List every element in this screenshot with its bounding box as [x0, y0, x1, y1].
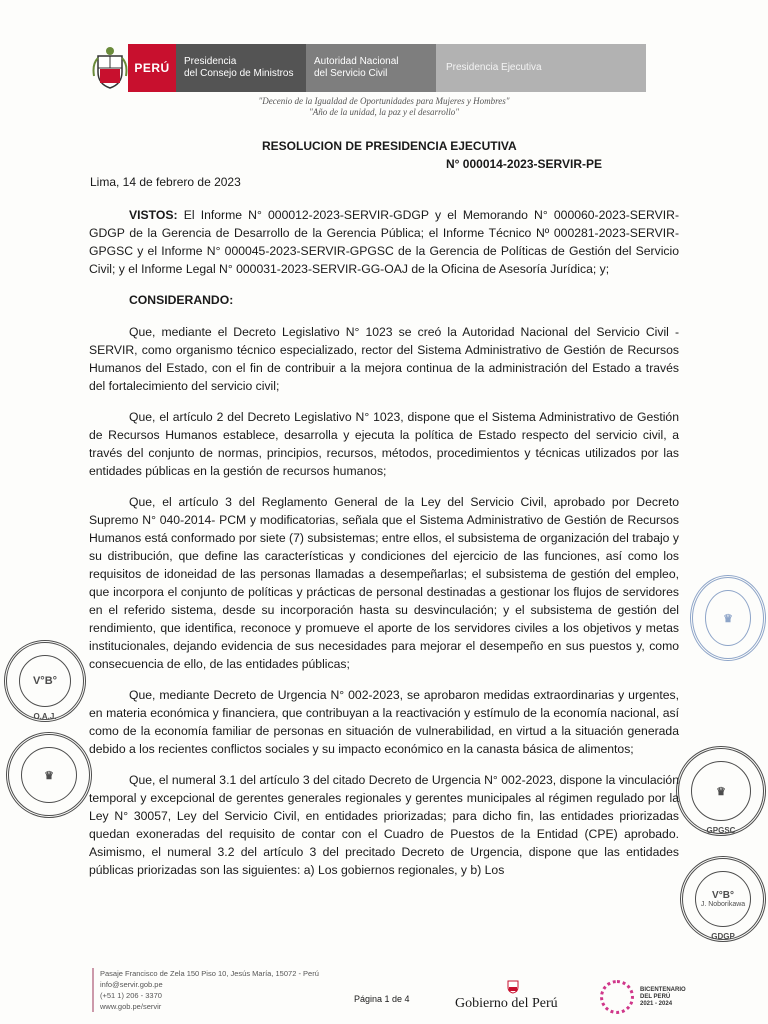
paragraph: Que, mediante el Decreto Legislativo N° 1023 se creó la Autoridad Nacional del Servicio Civil - SERVIR, como organismo técnico especializado, rector del Sistema Administrativo de Gestión de Recursos Humanos del Estado, con el fin de contribuir a la mejora continua de la administración del Estado a través del fortalecimiento del servicio civil; — [89, 325, 679, 393]
servir-seal-stamp — [690, 575, 766, 661]
paragraph: Que, el artículo 3 del Reglamento General de la Ley del Servicio Civil, aprobado por Decreto Supremo N° 040-2014- PCM y modificatorias, señala que el Sistema Administrativo de Gestión de Recursos Humanos está conformado por siete (7) subsistemas; entre ellos, el subsistema de organización del trabajo y su distribución, que define las características y condiciones del ejercicio de las funciones, así como los requisitos de idoneidad de las personas llamadas a desempeñarlas; el subsistema de gestión del empleo, que incorpora el conjunto de políticas y prácticas de personal destinadas a gestionar los flujos de servidores en el referido sistema, desde su incorporación hasta su desvinculación; y el subsistema de gestión del rendimiento, que identifica, reconoce y promueve el aporte de los servidores civiles a los objetivos y metas institucionales, dejando evidencia de sus necesidades para mejorar el desempeño en sus puestos y, como consecuencia de ello, de las entidades públicas; — [89, 495, 679, 671]
bicentenario-logo: BICENTENARIO DEL PERÚ 2021 - 2024 — [600, 980, 686, 1014]
gobierno-del-peru-logo: Gobierno del Perú — [455, 996, 558, 1011]
bicentenario-icon — [600, 980, 634, 1014]
document-number: N° 000014-2023-SERVIR-PE — [446, 157, 602, 171]
vistos-paragraph: VISTOS: El Informe N° 000012-2023-SERVIR-GDGP y el Memorando N° 000060-2023-SERVIR-GDGP de la Gerencia de Desarrollo de la Gerencia Pública; el Informe Técnico Nº 000281-2023-SERVIR-GPGSC y el Informe N° 000045-2023-SERVIR-GPGSC de la Gerencia de Políticas de Gestión del Servicio Civil; y el Informe Legal N° 000031-2023-SERVIR-GG-OAJ de la Oficina de Asesoría Jurídica; y; — [89, 208, 679, 276]
document-date: Lima, 14 de febrero de 2023 — [90, 175, 241, 189]
pcm-label: Presidencia del Consejo de Ministros — [176, 44, 306, 92]
institutional-header — [88, 44, 646, 92]
peru-crest-icon — [506, 978, 520, 994]
footer-address: Pasaje Francisco de Zela 150 Piso 10, Jesús María, 15072 - Perú — [100, 969, 319, 978]
crest-icon: ♛ — [21, 747, 77, 803]
servir-label: Autoridad Nacional del Servicio Civil — [306, 44, 436, 92]
peru-logo-label: PERÚ — [128, 44, 176, 92]
footer-email[interactable]: info@servir.gob.pe — [100, 980, 163, 989]
motto-decade: "Decenio de la Igualdad de Oportunidades para Mujeres y Hombres" — [258, 96, 510, 106]
mottos — [0, 96, 768, 118]
gpgsc-stamp: ♛ GPGSC — [676, 746, 766, 836]
crest-icon: ♛ — [705, 590, 751, 646]
motto-year: "Año de la unidad, la paz y el desarrollo" — [309, 107, 459, 117]
footer-contact — [92, 968, 319, 1012]
paragraph: Que, el artículo 2 del Decreto Legislativo N° 1023, dispone que el Sistema Administrativo de Gestión de Recursos Humanos establece, desarrolla y ejecuta la política de Estado respecto del servicio civil, a través del conjunto de normas, principios, recursos, métodos, procedimientos y técnicas utilizados por las entidades públicas en la gestión de recursos humanos; — [89, 410, 679, 478]
gerencia-general-stamp — [6, 732, 92, 818]
crest-icon: ♛ — [691, 761, 751, 821]
paragraph: Que, mediante Decreto de Urgencia N° 002-2023, se aprobaron medidas extraordinarias y urgentes, en materia económica y financiera, que contribuyan a la reactivación y estímulo de la economía nacional, así como de la economía familiar de personas en situación de vulnerabilidad, en virtud a la situación generada debido a los recientes conflictos sociales y su impacto económico en la canasta básica de alimentos; — [89, 688, 679, 756]
document-title: RESOLUCION DE PRESIDENCIA EJECUTIVA — [262, 139, 517, 153]
footer-website[interactable]: www.gob.pe/servir — [100, 1002, 162, 1011]
footer-phone: (+51 1) 206 - 3370 — [100, 991, 162, 1000]
document-body — [89, 206, 679, 892]
gdgp-stamp: V°B° J. Noborikawa GDGP — [680, 856, 766, 942]
paragraph: Que, el numeral 3.1 del artículo 3 del citado Decreto de Urgencia N° 002-2023, dispone la vinculación temporal y excepcional de gerentes generales regionales y gerentes municipales al régimen regulado por la Ley N° 30057, Ley del Servicio Civil, en entidades priorizadas; para dicho fin, las entidades priorizadas quedan exoneradas del requisito de contar con el Cuadro de Puestos de la Entidad (CPE) aprobado. Asimismo, el numeral 3.2 del artículo 3 del precitado Decreto de Urgencia, dispone que las entidades públicas priorizadas son las siguientes: a) Los gobiernos regionales, y b) Los — [89, 773, 679, 877]
oaj-stamp: V°B° O.A.J. — [4, 640, 86, 722]
page-number: Página 1 de 4 — [354, 994, 410, 1004]
considerando-heading: CONSIDERANDO: — [129, 293, 234, 307]
office-label: Presidencia Ejecutiva — [436, 44, 646, 92]
